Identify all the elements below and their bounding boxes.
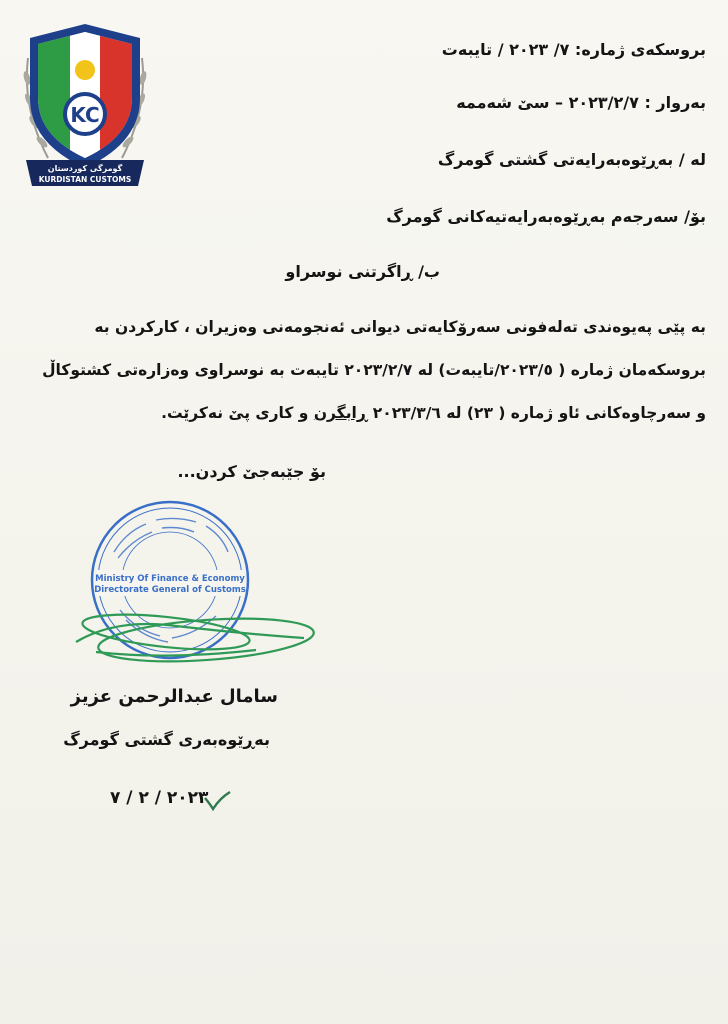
letter-closing: بۆ جێبەجێ کردن... — [177, 462, 326, 481]
letter-subject: ب/ ڕاگرتنی نوسراو — [285, 262, 440, 281]
seal-text-en-2: Directorate General of Customs — [94, 585, 246, 595]
letter-date: بەروار : ٢٠٢٣/٢/٧ – سێ شەممە — [456, 93, 706, 112]
body-line-3-underlined: ڕابگرن — [313, 404, 368, 422]
letter-number: بروسکەی ژمارە: ٧/ ٢٠٢٣ / تایبەت — [441, 40, 706, 59]
letter-to: بۆ/ سەرجەم بەڕێوەبەرایەتیەکانی گومرگ — [386, 207, 706, 226]
signatory-name: سامال عبدالرحمن عزیز — [70, 686, 278, 707]
letter-body-line-3 — [16, 398, 706, 428]
official-seal — [56, 492, 316, 692]
signatory-title: بەڕێوەبەری گشتی گومرگ — [63, 730, 270, 749]
logo-text-ku: گومرگی کوردستان — [47, 164, 123, 173]
signature-date: ٢٠٢٣ / ٢ / ٧ — [110, 788, 209, 808]
letter-from: لە / بەڕێوەبەرایەتی گشتی گومرگ — [437, 150, 706, 169]
kurdistan-customs-logo — [20, 18, 150, 193]
seal-text-en-1: Ministry Of Finance & Economy — [95, 574, 245, 584]
letter-body-line-2: بروسکەمان ژمارە ( ٢٠٢٣/٥/تایبەت) لە ٢٠٢٣/٢/٧ تایبەت بە نوسراوی وەزارەتی کشتوکاڵ — [42, 361, 706, 379]
body-line-3-after: و کاری پێ نەکرێت. — [161, 404, 314, 422]
logo-initials: KC — [70, 103, 100, 127]
logo-text-en: KURDISTAN CUSTOMS — [38, 175, 132, 184]
body-line-3-before: و سەرچاوەکانی ئاو ژمارە ( ٢٣) لە ٢٠٢٣/٣/٦ — [367, 404, 706, 422]
letter-body-line-1: بە پێی پەیوەندی تەلەفونی سەرۆکایەتی دیوانی ئەنجومەنی وەزیران ، کارکردن بە — [94, 318, 706, 336]
checkmark-icon — [202, 790, 232, 812]
